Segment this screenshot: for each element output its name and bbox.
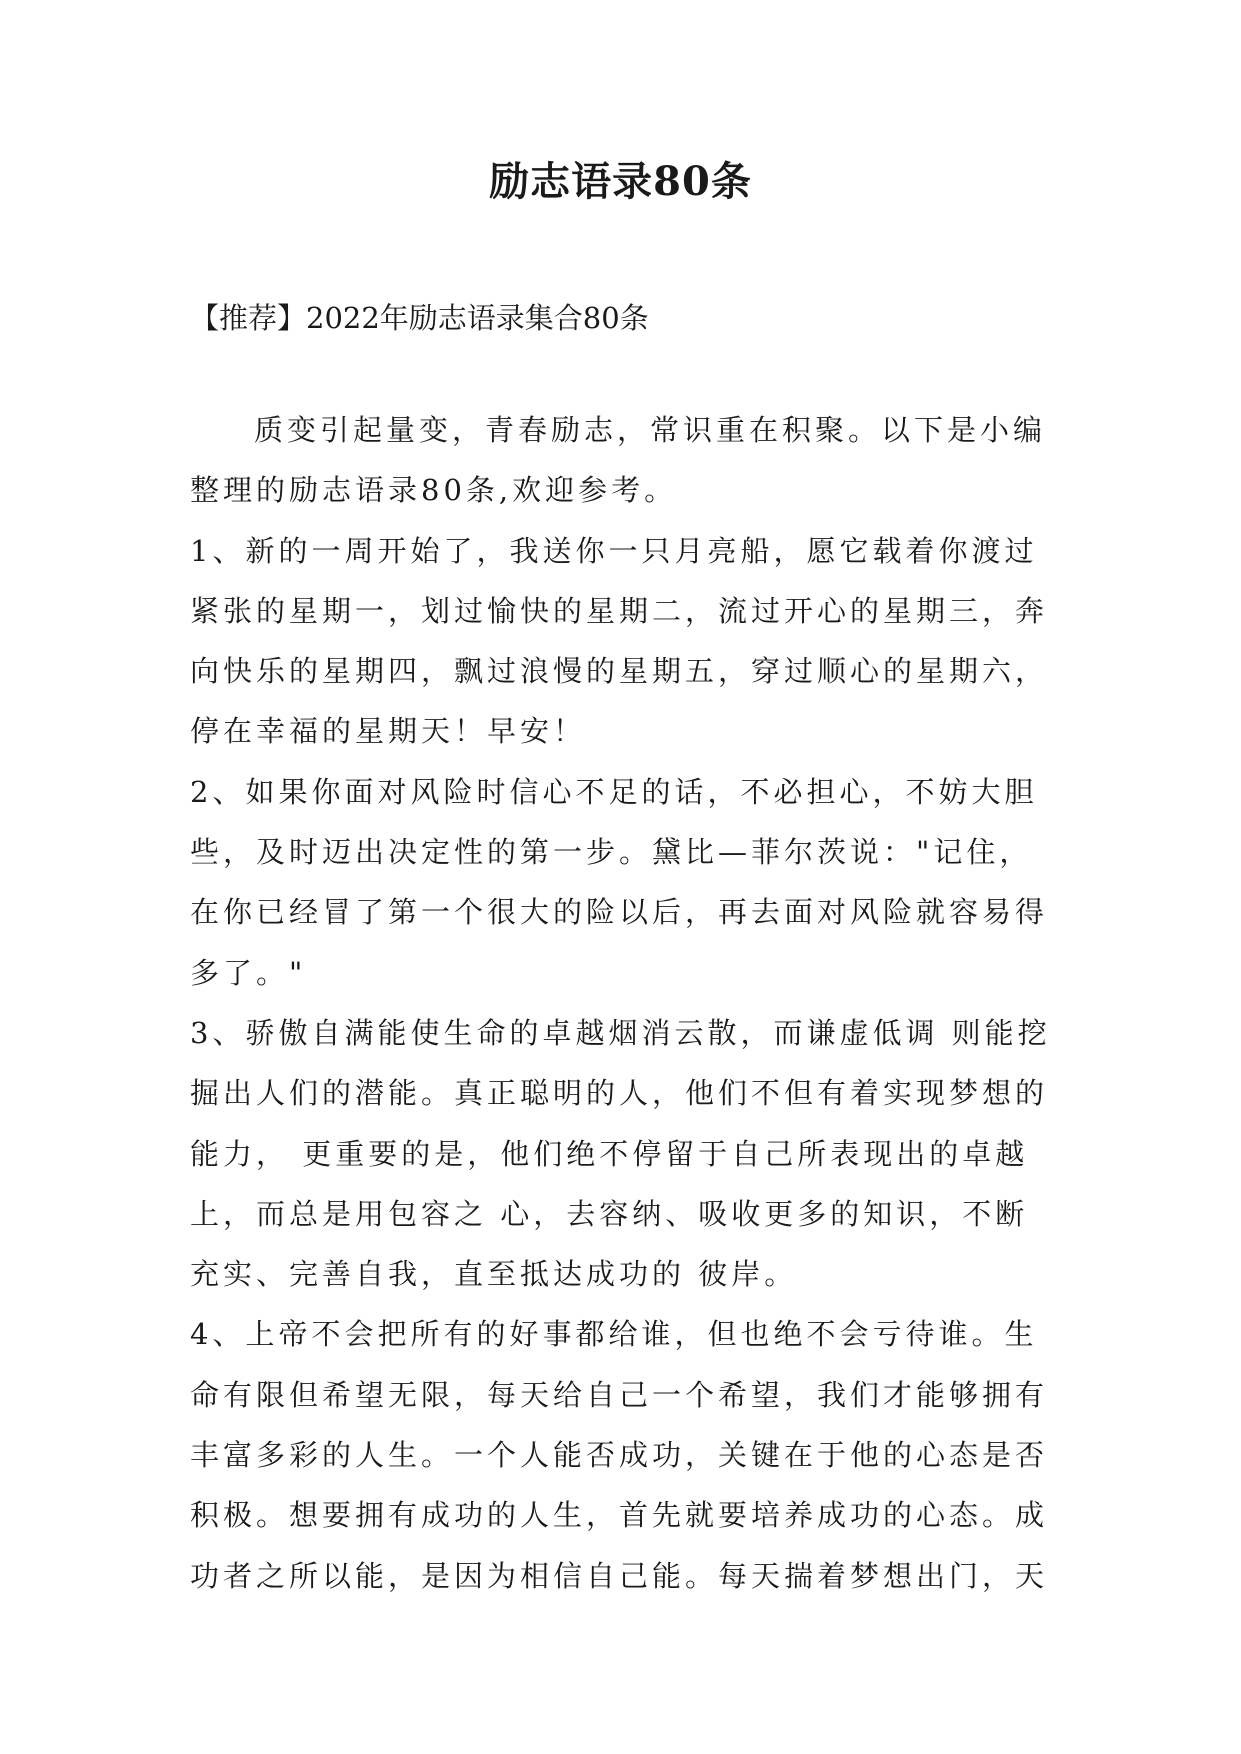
document-title: 励志语录80条 — [489, 158, 752, 205]
body-line: 多了。" — [190, 955, 307, 990]
body-line: 停在幸福的星期天！早安！ — [190, 714, 587, 749]
body-line: 积极。想要拥有成功的人生，首先就要培养成功的心态。成 — [190, 1498, 1049, 1533]
body-line: 掘出人们的潜能。真正聪明的人，他们不但有着实现梦想的 — [190, 1076, 1049, 1111]
body-line: 上，而总是用包容之 心，去容纳、吸收更多的知识，不断 — [190, 1196, 1029, 1231]
body-line: 些，及时迈出决定性的第一步。黛比—菲尔茨说："记住， — [190, 835, 1033, 870]
body-line: 在你已经冒了第一个很大的险以后，再去面对风险就容易得 — [190, 895, 1049, 930]
body-line: 整理的励志语录80条,欢迎参考。 — [190, 473, 678, 508]
document-body — [190, 408, 1070, 1614]
body-line: 能力， 更重要的是，他们绝不停留于自己所表现出的卓越 — [190, 1136, 1029, 1171]
body-line: 丰富多彩的人生。一个人能否成功，关键在于他的心态是否 — [190, 1438, 1049, 1473]
body-line: 紧张的星期一，划过愉快的星期二，流过开心的星期三，奔 — [190, 593, 1049, 628]
body-line: 4、上帝不会把所有的好事都给谁，但也绝不会亏待谁。生 — [190, 1317, 1038, 1352]
body-line: 2、如果你面对风险时信心不足的话，不必担心，不妨大胆 — [190, 774, 1038, 809]
body-line: 质变引起量变，青春励志，常识重在积聚。以下是小编 — [254, 413, 1047, 447]
body-line: 功者之所以能，是因为相信自己能。每天揣着梦想出门，天 — [190, 1558, 1049, 1593]
document-subtitle: 【推荐】2022年励志语录集合80条 — [190, 301, 649, 335]
body-line: 3、骄傲自满能使生命的卓越烟消云散，而谦虚低调 则能挖 — [190, 1015, 1051, 1050]
body-line: 1、新的一周开始了，我送你一只月亮船，愿它载着你渡过 — [190, 533, 1038, 568]
body-line: 充实、完善自我，直至抵达成功的 彼岸。 — [190, 1257, 798, 1292]
body-line: 命有限但希望无限，每天给自己一个希望，我们才能够拥有 — [190, 1377, 1049, 1412]
body-line: 向快乐的星期四，飘过浪慢的星期五，穿过顺心的星期六， — [190, 654, 1049, 689]
